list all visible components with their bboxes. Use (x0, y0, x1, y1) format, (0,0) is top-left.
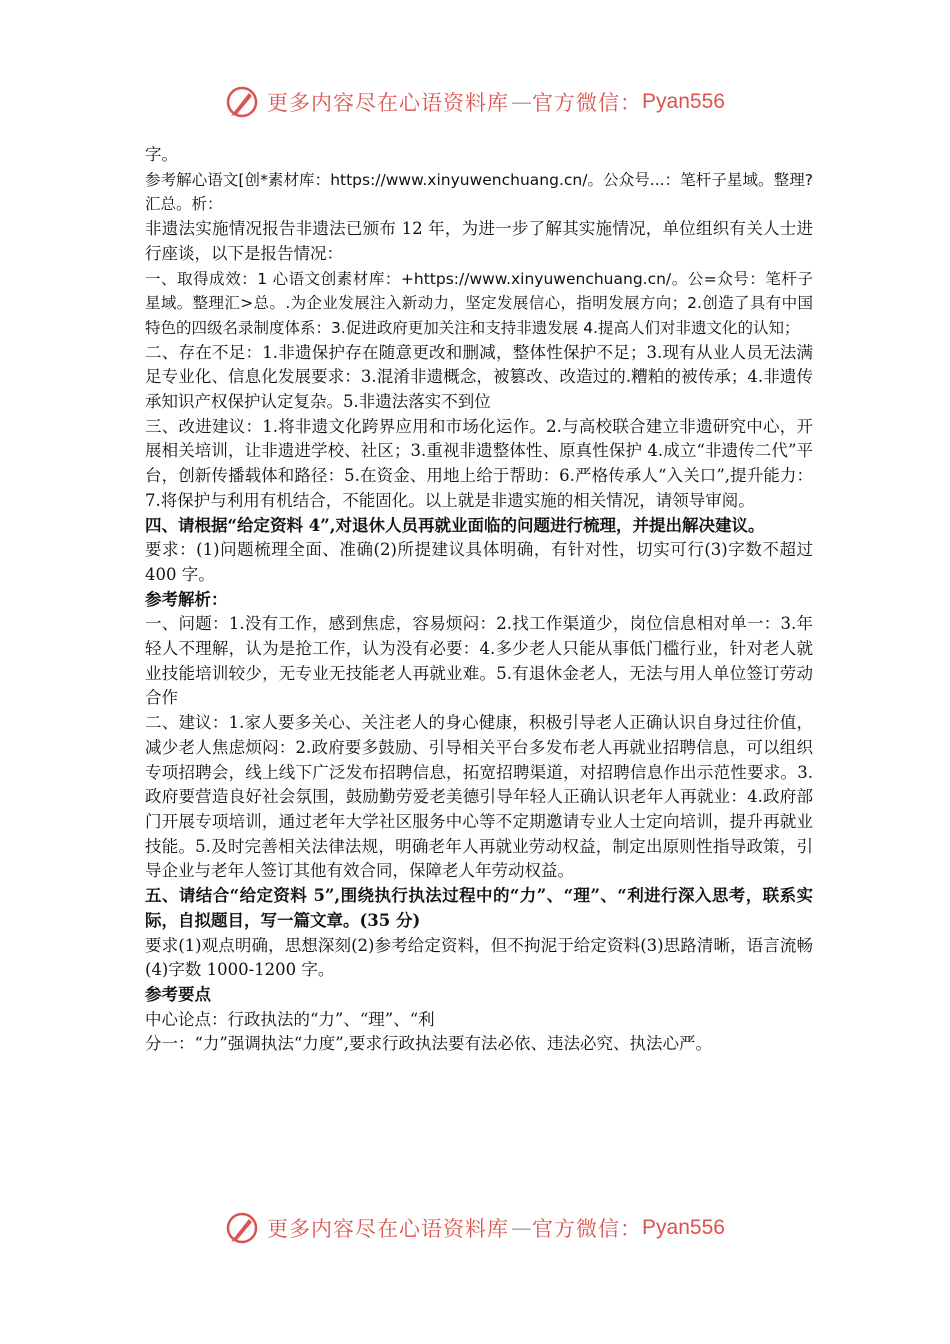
watermark-wechat-id: Pyan556 (642, 1216, 725, 1239)
reference-analysis-heading: 参考解析： (145, 589, 228, 609)
question-four-heading: 四、请根据“给定资料 4”,对退休人员再就业面临的问题进行梳理，并提出解决建议。 (145, 515, 765, 535)
reference-points-heading: 参考要点 (145, 984, 211, 1004)
problems-section: 一、问题：1.没有工作，感到焦虑，容易烦闷：2.找工作渠道少，岗位信息相对单一：3.年轻人不理解，认为是抢工作，认为没有必要：4.多少老人只能从事低门槛行业，针对老人就业技能培训较少，无专业无技能老人再就业难。5.有退休金老人，无法与用人单位签订劳动合作 (145, 614, 813, 708)
shortcomings-section: 二、存在不足：1.非遗保护存在随意更改和删减，整体性保护不足；3.现有从业人员无法满足专业化、信息化发展要求：3.混淆非遗概念，被篡改、改造过的.糟粕的被传承；4.非遗传承知识产权保护认定复杂。5.非遗法落实不到位 (145, 342, 813, 412)
suggestions-section: 三、改进建议：1.将非遗文化跨界应用和市场化运作。2.与高校联合建立非遗研究中心，开展相关培训，让非遗进学校、社区；3.重视非遗整体性、原真性保护 4.成立“非遗传二代”平台，创新传播载体和路径：5.在资金、用地上给于帮助：6.严格传承人“入关口”,提升能力：7.将保护与利用有机结合，不能固化。以上就是非遗实施的相关情况，请领导审阅。 (145, 416, 813, 510)
footer-watermark (0, 1208, 950, 1248)
watermark-wechat-id: Pyan556 (642, 90, 725, 113)
requirements: 要求：(1)问题梳理全面、准确(2)所提建议具体明确，有针对性，切实可行(3)字数不超过 400 字。 (145, 540, 813, 584)
watermark-text: 更多内容尽在心语资料库 (267, 91, 510, 115)
watermark-separator: — (511, 1216, 531, 1240)
watermark-separator: — (511, 90, 531, 114)
watermark-label: 官方微信： (532, 1217, 643, 1241)
requirements: 要求(1)观点明确，思想深刻(2)参考给定资料，但不拘泥于给定资料(3)思路清晰，语言流畅(4)字数 1000-1200 字。 (145, 935, 813, 980)
document-body (145, 143, 813, 1057)
watermark-label: 官方微信： (532, 91, 643, 115)
pen-logo-icon (225, 85, 261, 119)
question-five-heading: 五、请结合“给定资料 5”,围绕执行执法过程中的“力”、“理”、“利进行深入思考，联系实际，自拟题目，写一篇文章。(35 分) (145, 886, 813, 930)
sub-argument-one: 分一：“力”强调执法“力度”,要求行政执法要有法必依、违法必究、执法心严。 (145, 1034, 712, 1054)
paragraph: 非遗法实施情况报告非遗法已颁布 12 年，为进一步了解其实施情况，单位组织有关人士进行座谈，以下是报告情况： (145, 219, 813, 263)
suggestions-section: 二、建议：1.家人要多关心、关注老人的身心健康，积极引导老人正确认识自身过往价值，减少老人焦虑烦闷：2.政府要多鼓励、引导相关平台多发布老人再就业招聘信息，可以组织专项招聘会，线上线下广泛发布招聘信息，拓宽招聘渠道，对招聘信息作出示范性要求。3.政府要营造良好社会氛围，鼓励勤劳爱老美德引导年轻人正确认识老年人再就业：4.政府部门开展专项培训，通过老年大学社区服务中心等不定期邀请专业人士定向培训，提升再就业技能。5.及时完善相关法律法规，明确老年人再就业劳动权益，制定出原则性指导政策，引导企业与老年人签订其他有效合同，保障老人年劳动权益。 (145, 713, 813, 881)
source-note: 参考解心语文[创*素材库：https://www.xinyuwenchuang.cn/。公众号...：笔杆子星域。整理?汇总。析： (145, 170, 813, 214)
central-argument: 中心论点：行政执法的“力”、“理”、“利 (145, 1009, 435, 1029)
achievements-section: 一、取得成效：1 心语文创素材库：+https://www.xinyuwenchuang.cn/。公=众号：笔杆子星域。整理汇>总。.为企业发展注入新动力，坚定发展信心，指明发展方向；2.创造了具有中国特色的四级名录制度体系：3.促进政府更加关注和支持非遗发展 4.提高人们对非遗文化的认知； (145, 269, 813, 337)
header-watermark (0, 82, 950, 122)
pen-logo-icon (225, 1211, 261, 1245)
paragraph: 字。 (145, 145, 178, 164)
watermark-text: 更多内容尽在心语资料库 (267, 1217, 510, 1241)
